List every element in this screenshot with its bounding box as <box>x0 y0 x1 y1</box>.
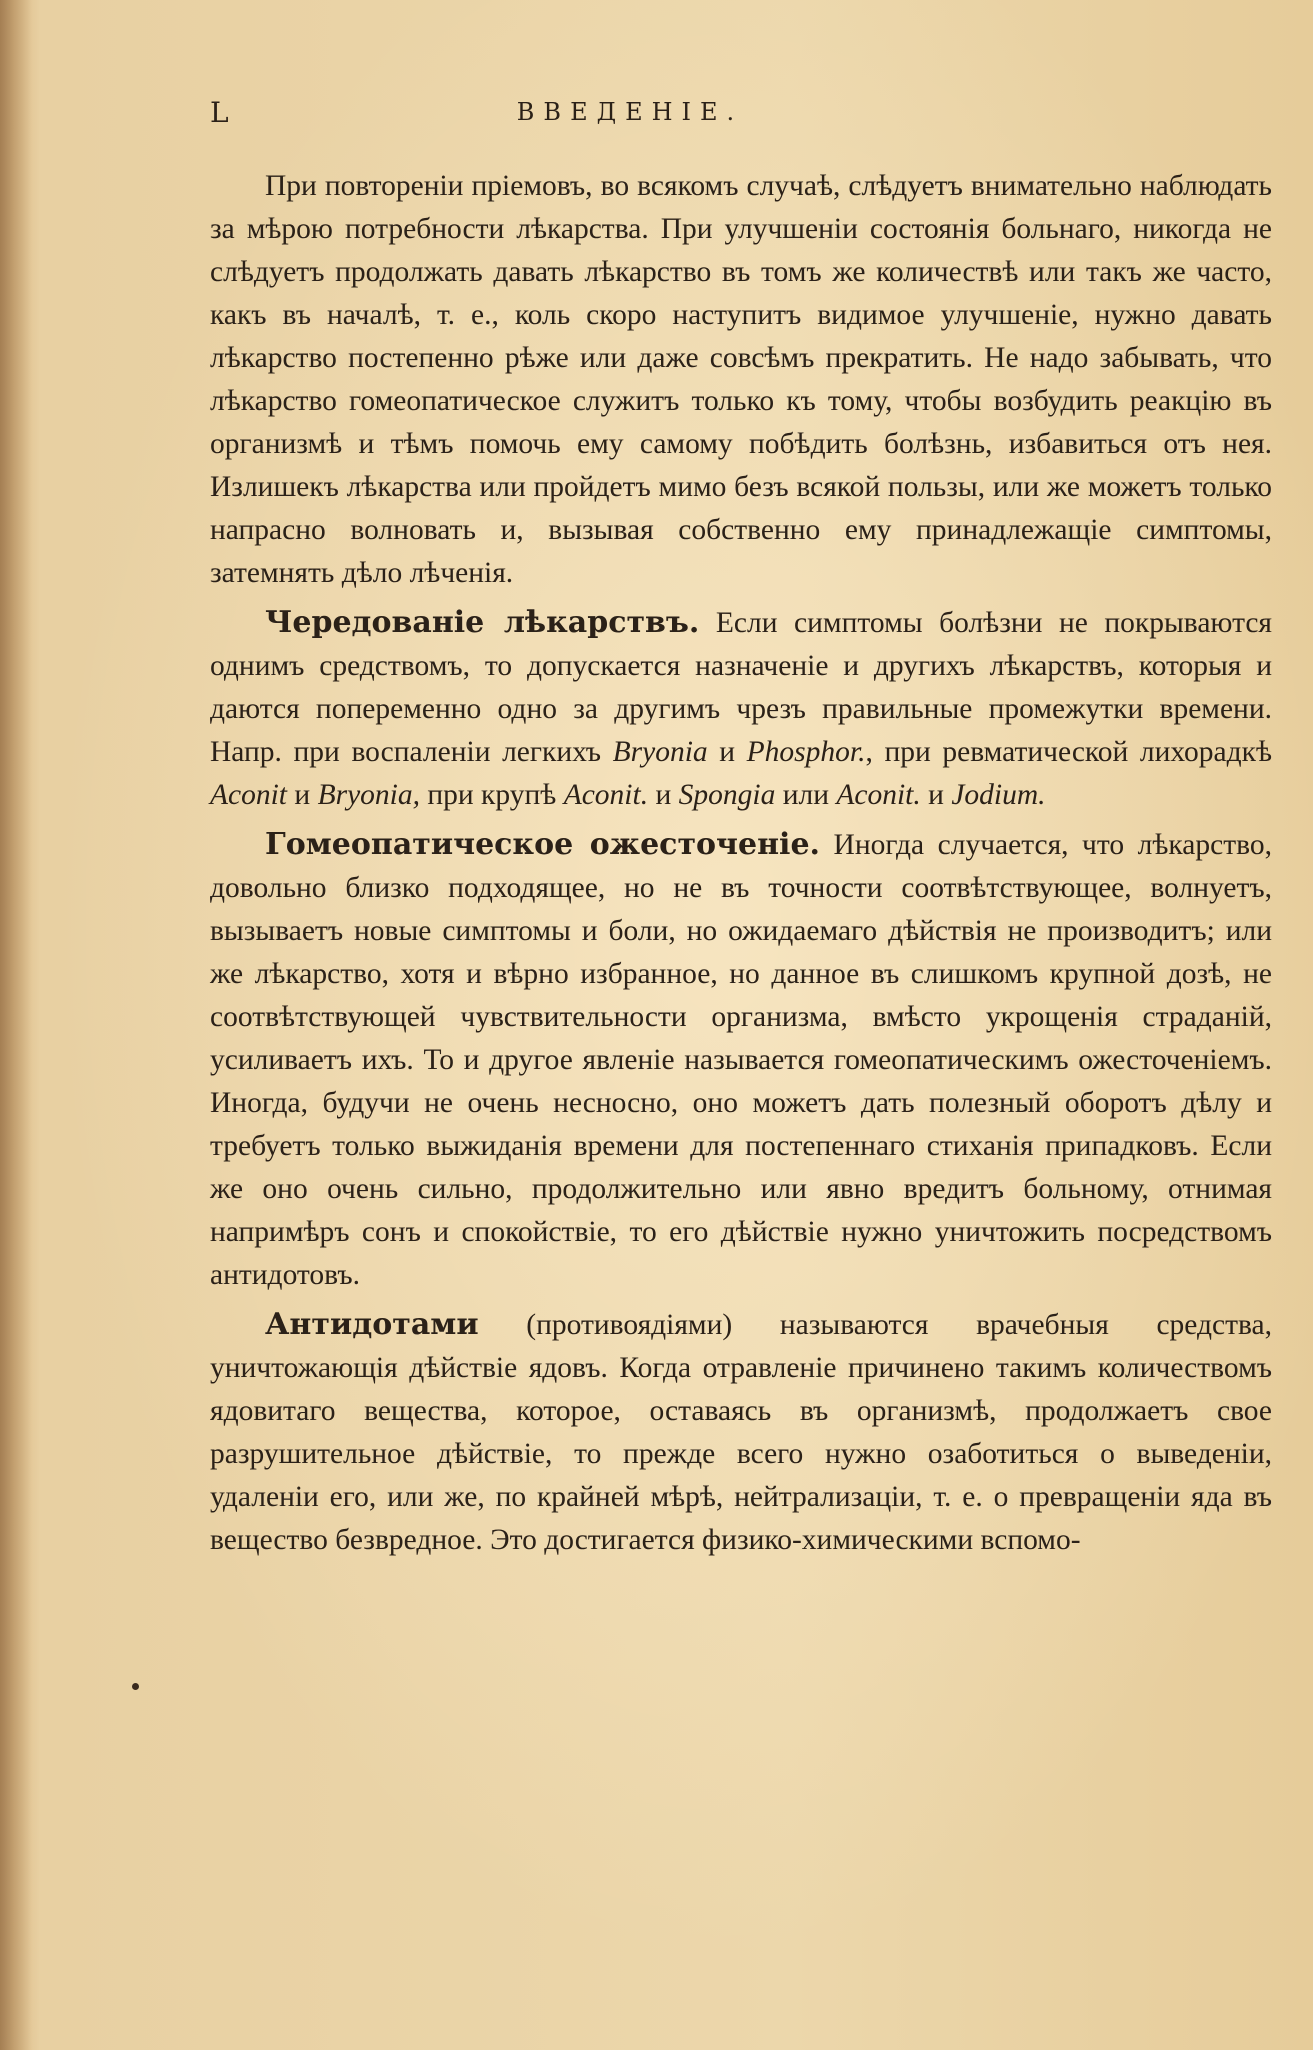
section-heading-alternation: Чередованіе лѣкарствъ. <box>265 605 700 640</box>
chapter-title: ВВЕДЕНІЕ. <box>516 98 744 126</box>
paragraph-text: и <box>920 779 952 811</box>
remedy-name: Bryonia, <box>317 779 420 811</box>
remedy-name: Bryonia <box>612 736 708 768</box>
paragraph-text: Иногда случается, что лѣкарство, довольно близко подходящее, но не въ точности соотвѣтствующее, волнуетъ, вызываетъ новые симптомы и боли, но ожидаемаго дѣйствія не производитъ; или же лѣкарство, хотя и вѣрно избранное, но данное въ слишкомъ крупной дозѣ, не соотвѣтствующей чувствительности организма, вмѣсто укрощенія страданій, усиливаетъ ихъ. То и другое явленіе называется гомеопатическимъ ожесточеніемъ. Иногда, будучи не очень несносно, оно можетъ дать полезный оборотъ дѣлу и требуетъ только выжиданія времени для постепеннаго стиханія припадковъ. Если же оно очень сильно, продолжительно или явно вредитъ больному, отнимая напримѣръ сонъ и спокойствіе, то его дѣйствіе нужно уничтожить посредствомъ антидотовъ. <box>210 829 1272 1291</box>
paragraph-text: и <box>287 779 318 811</box>
margin-ink-dot <box>132 1683 139 1690</box>
paragraph-text: (противоядіями) называются врачебныя средства, уничтожающія дѣйствіе ядовъ. Когда отравленіе причинено такимъ количествомъ ядовитаго вещества, которое, оставаясь въ организмѣ, продолжаетъ свое разрушительное дѣйствіе, то прежде всего нужно озаботиться о выведеніи, удаленіи его, или же, по крайней мѣрѣ, нейтрализаціи, т. е. о превращеніи яда въ вещество безвредное. Это достигается физико-химическими вспомо- <box>210 1309 1272 1556</box>
remedy-name: Aconit. <box>563 779 649 811</box>
remedy-name: Aconit <box>210 779 288 811</box>
paragraph-aggravation <box>210 823 1272 1297</box>
paragraph-text: и <box>707 736 747 768</box>
paragraph-alternation <box>210 601 1272 817</box>
paragraph-repetition: При повтореніи пріемовъ, во всякомъ случаѣ, слѣдуетъ внимательно наблюдать за мѣрою потребности лѣкарства. При улучшеніи состоянія больнаго, никогда не слѣдуетъ продолжать давать лѣкарство въ томъ же количествѣ или такъ же часто, какъ въ началѣ, т. е., коль скоро наступитъ видимое улучшеніе, нужно давать лѣкарство постепенно рѣже или даже совсѣмъ прекратить. Не надо забывать, что лѣкарство гомеопатическое служитъ только къ тому, чтобы возбудить реакцію въ организмѣ и тѣмъ помочь ему самому побѣдить болѣзнь, избавиться отъ нея. Излишекъ лѣкарства или пройдетъ мимо безъ всякой пользы, или же можетъ только напрасно волновать и, вызывая собственно ему принадлежащіе симптомы, затемнять дѣло лѣченія. <box>210 170 1272 589</box>
paragraph-text: , при ревматической лихорадкѣ <box>865 736 1272 768</box>
section-heading-aggravation: Гомеопатическое ожесточеніе. <box>265 827 820 862</box>
section-heading-antidotes: Антидотами <box>265 1307 479 1342</box>
page-number: L <box>210 96 229 129</box>
remedy-name: Phosphor. <box>746 736 866 768</box>
paragraph-text: Если симптомы болѣзни не покрываются однимъ средствомъ, то допускается назначеніе и другихъ лѣкарствъ, которыя и даются попеременно одно за другимъ чрезъ правильные промежутки времени. Напр. при воспаленіи легкихъ <box>210 607 1272 768</box>
paragraph-text: при крупѣ <box>419 779 564 811</box>
remedy-name: Spongia <box>678 779 776 811</box>
paragraph-text: и <box>648 779 679 811</box>
remedy-name: Jodium. <box>951 779 1046 811</box>
body-text <box>210 165 1272 1568</box>
running-head <box>210 96 1270 136</box>
paragraph-text: или <box>775 779 837 811</box>
spine-shadow <box>0 0 32 2050</box>
paragraph-antidotes <box>210 1303 1272 1562</box>
remedy-name: Aconit. <box>836 779 921 811</box>
